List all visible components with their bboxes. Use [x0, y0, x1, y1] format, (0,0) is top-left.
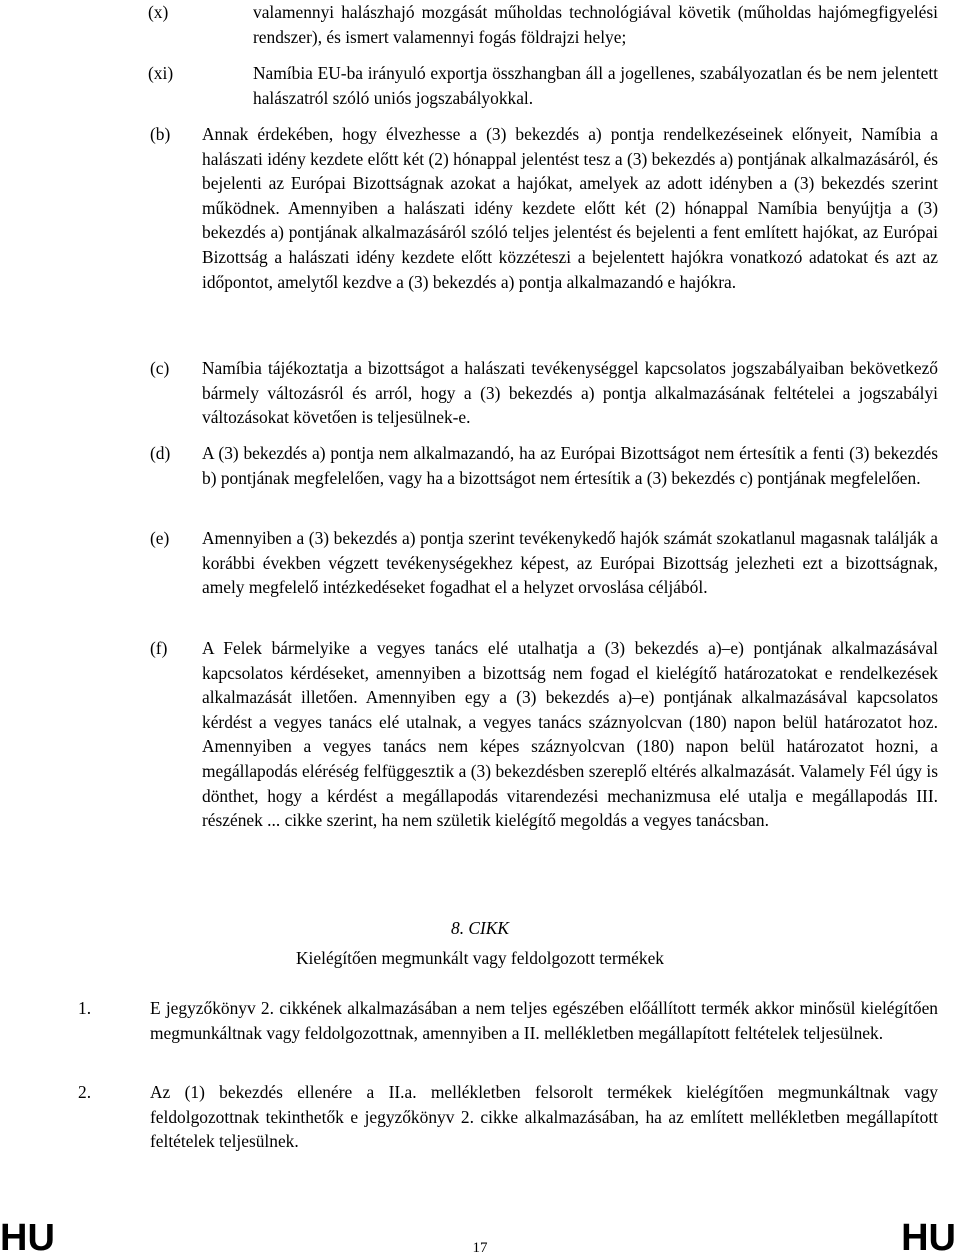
item-label-f: (f) — [150, 638, 168, 658]
item-text-b: Annak érdekében, hogy élvezhesse a (3) bekezdés a) pontja rendelkezéseinek előnyeit, Namíbia a halászati idény kezdete előtt két (2) hónappal jelentést tesz a (3) bekezdés a) pontjának alkalmazásáról, és bejelenti az Európai Bizottságnak azokat a hajókat, amelyek az adott idényben a (3) bekezdés szerint működnek. Amennyiben a halászati idény kezdete előtt két (2) hónappal Namíbia benyújtja a (3) bekezdés a) pontjának alkalmazásáról szóló teljes jelentést és bejelenti a fent említett hajókat, az Európai Bizottság a halászati idény kezdete előtt közzéteszi a bejelentett hajókra vonatkozó adatokat és azt az időpontot, amelytől kezdve a (3) bekezdés a) pontja alkalmazandó e hajókra. — [202, 124, 938, 292]
paragraph-label-1: 1. — [78, 998, 92, 1018]
item-label-b: (b) — [150, 124, 171, 144]
paragraph-text-2: Az (1) bekezdés ellenére a II.a. mellékletben felsorolt termékek kielégítően megmunkáltnak vagy feldolgozottnak tekinthetők e jegyzőkönyv 2. cikke alkalmazásában, ha az említett mellékletben megállapított feltételek teljesülnek. — [150, 1082, 938, 1152]
paragraph-text-1: E jegyzőkönyv 2. cikkének alkalmazásában a nem teljes egészében előállított termék akkor minősül kielégítően megmunkáltnak vagy feldolgozottnak, amennyiben a II. mellékletben megállapított feltételek teljesülnek. — [150, 998, 938, 1043]
item-text-xi: Namíbia EU-ba irányuló exportja összhangban áll a jogellenes, szabályozatlan és be nem jelentett halászatról szóló uniós jogszabályokkal. — [253, 63, 938, 108]
page-number: 17 — [472, 1240, 488, 1256]
article-title: Kielégítően megmunkált vagy feldolgozott termékek — [296, 948, 664, 968]
item-text-f: A Felek bármelyike a vegyes tanács elé utalhatja a (3) bekezdés a)–e) pontjának alkalmazásával kapcsolatos kérdéseket, amennyiben a bizottság nem fogad el kielégítő határozatokat e rendelkezések alkalmazását illetően. Amennyiben egy a (3) bekezdés a)–e) pontjának alkalmazásával kapcsolatos kérdést a vegyes tanács elé utalnak, a vegyes tanács száznyolcvan (180) napon belül határozatot hoz. Amennyiben a vegyes tanács nem képes száznyolcvan (180) napon belül határozatot hozni, a megállapodás eléréség felfüggesztik a (3) bekezdésben szereplő eltérés alkalmazását. Valamely Fél úgy is dönthet, hogy a kérdést a megállapodás vitarendezési mechanizmusa elé utalja e megállapodás III. részének ... cikke szerint, ha nem születik kielégítő megoldás a vegyes tanácsban. — [202, 638, 938, 831]
item-label-xi: (xi) — [148, 63, 174, 83]
item-text-x: valamennyi halászhajó mozgását műholdas technológiával követik (műholdas hajómegfigyelési rendszer), és ismert valamennyi fogás földrajzi helye; — [253, 2, 938, 47]
article-number: 8. CIKK — [451, 918, 509, 938]
item-text-e: Amennyiben a (3) bekezdés a) pontja szerint tevékenykedő hajók számát szokatlanul magasnak találják a korábbi években végzett tevékenységekhez képest, az Európai Bizottság jelezheti ezt a bizottságnak, amely megfelelő intézkedéseket fogadhat el a helyzet orvoslása céljából. — [202, 528, 938, 598]
paragraph-label-2: 2. — [78, 1082, 92, 1102]
item-label-c: (c) — [150, 358, 170, 378]
item-label-d: (d) — [150, 443, 171, 463]
item-label-e: (e) — [150, 528, 170, 548]
item-label-x: (x) — [148, 2, 169, 22]
item-text-c: Namíbia tájékoztatja a bizottságot a halászati tevékenységgel kapcsolatos jogszabályaiban bekövetkező bármely változásról és arról, hogy a (3) bekezdés a) pontja alkalmazásának feltételei a jogszabályi változásokat követően is teljesülnek-e. — [202, 358, 938, 428]
item-text-d: A (3) bekezdés a) pontja nem alkalmazandó, ha az Európai Bizottságot nem értesítik a fenti (3) bekezdés b) pontjának megfelelően, vagy ha a bizottságot nem értesítik a (3) bekezdés c) pontjának megfelelően. — [202, 443, 938, 488]
footer-language-right: HU — [901, 1217, 956, 1259]
footer-language-left: HU — [0, 1217, 55, 1259]
